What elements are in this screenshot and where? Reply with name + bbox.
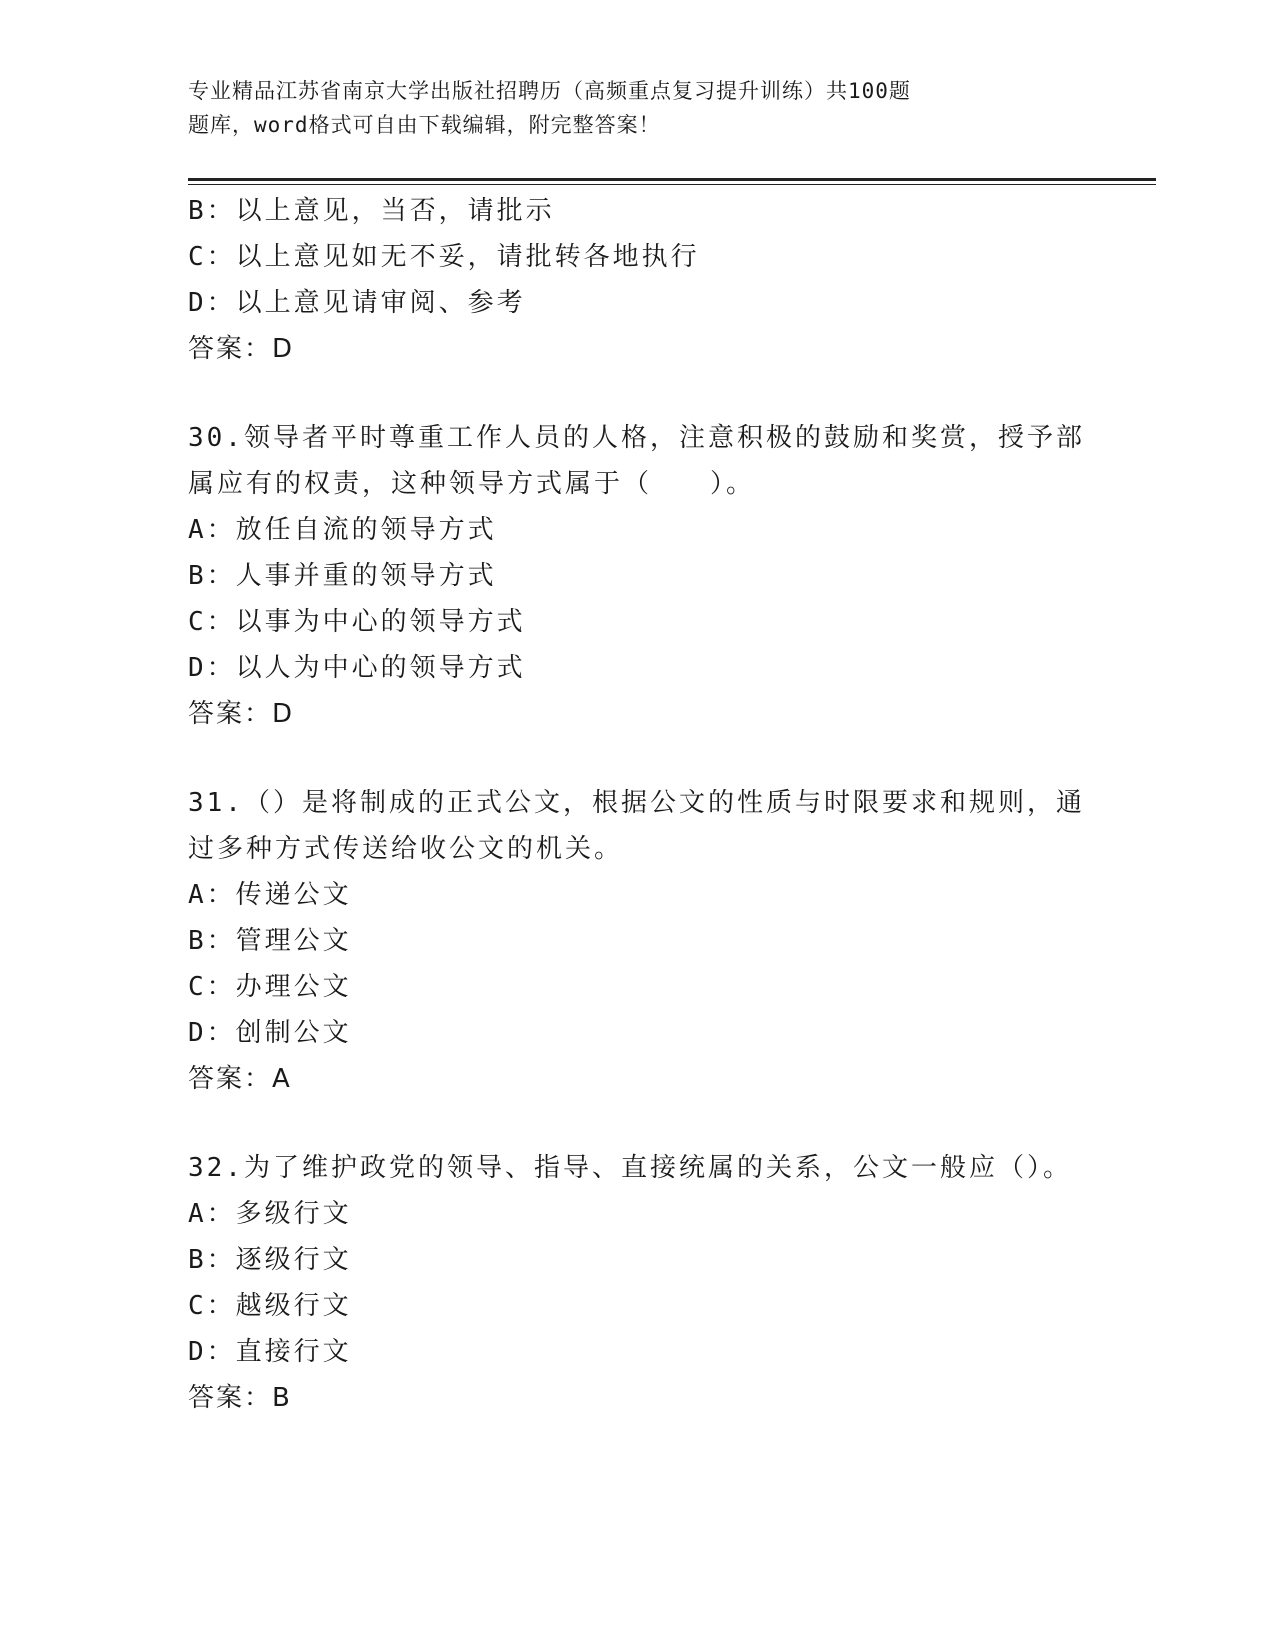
question-stem-line: 31.（）是将制成的正式公文，根据公文的性质与时限要求和规则，通 — [188, 788, 1085, 818]
answer-line: 答案：D — [188, 699, 295, 729]
option-d: D：创制公文 — [188, 1018, 352, 1048]
option-d: D：直接行文 — [188, 1337, 352, 1367]
question-stem-line: 30.领导者平时尊重工作人员的人格，注意积极的鼓励和奖赏，授予部 — [188, 423, 1085, 453]
option-c: C：以事为中心的领导方式 — [188, 607, 526, 637]
header-line-2: 题库，word格式可自由下载编辑，附完整答案！ — [188, 113, 661, 137]
option-a: A：放任自流的领导方式 — [188, 515, 497, 545]
option-d: D：以人为中心的领导方式 — [188, 653, 526, 683]
document-header — [188, 74, 1068, 142]
option-a: A：多级行文 — [188, 1199, 352, 1229]
option-d: D：以上意见请审阅、参考 — [188, 288, 526, 318]
answer-line: 答案：A — [188, 1064, 292, 1094]
question-block-32 — [188, 1145, 1088, 1421]
option-b: B：管理公文 — [188, 926, 352, 956]
header-line-1: 专业精品江苏省南京大学出版社招聘历（高频重点复习提升训练）共100题 — [188, 79, 911, 103]
option-a: A：传递公文 — [188, 880, 352, 910]
document-body — [188, 188, 1088, 1421]
option-b: B：以上意见，当否，请批示 — [188, 196, 555, 226]
option-c: C：以上意见如无不妥，请批转各地执行 — [188, 242, 700, 272]
question-block-29 — [188, 188, 1088, 372]
question-block-31 — [188, 780, 1088, 1102]
answer-line: 答案：B — [188, 1383, 292, 1413]
option-c: C：越级行文 — [188, 1291, 352, 1321]
question-stem-line: 过多种方式传送给收公文的机关。 — [188, 834, 624, 864]
option-b: B：人事并重的领导方式 — [188, 561, 497, 591]
option-b: B：逐级行文 — [188, 1245, 352, 1275]
header-divider-thin — [188, 184, 1156, 185]
header-divider-thick — [188, 178, 1156, 181]
question-block-30 — [188, 415, 1088, 737]
answer-line: 答案：D — [188, 334, 295, 364]
question-stem-line: 32.为了维护政党的领导、指导、直接统属的关系，公文一般应（）。 — [188, 1153, 1072, 1183]
question-stem-line: 属应有的权责，这种领导方式属于（ ）。 — [188, 469, 756, 499]
option-c: C：办理公文 — [188, 972, 352, 1002]
